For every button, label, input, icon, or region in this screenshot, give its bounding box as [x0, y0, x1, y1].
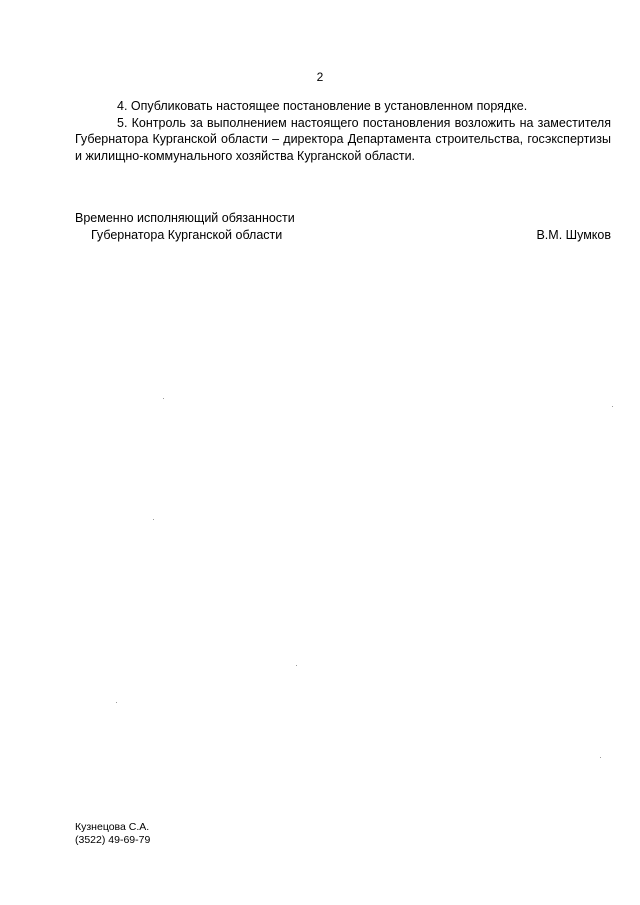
scan-speck — [116, 702, 117, 703]
page-number: 2 — [316, 70, 324, 84]
signatory-position-line1: Временно исполняющий обязанности — [75, 211, 295, 225]
executor-name: Кузнецова С.А. — [75, 821, 150, 833]
scan-speck — [600, 757, 601, 758]
executor-phone: (3522) 49-69-79 — [75, 834, 151, 846]
paragraph-publish: 4. Опубликовать настоящее постановление в установленном порядке. — [117, 99, 528, 113]
executor-block — [75, 821, 150, 847]
signatory-name: В.М. Шумков — [536, 228, 611, 242]
resolution-body — [75, 98, 611, 164]
paragraph-control: 5. Контроль за выполнением настоящего постановления возложить на заместителя Губернатора Курганской области – директора Департамента строительства, госэкспертизы и жилищно-коммунального хозяйства Курганской области. — [75, 115, 611, 163]
scan-speck — [163, 398, 164, 399]
signature-block — [75, 210, 611, 244]
scan-speck — [296, 665, 297, 666]
signatory-position-line2: Губернатора Курганской области — [91, 228, 283, 242]
scan-speck — [612, 406, 613, 407]
scan-speck — [153, 519, 154, 520]
